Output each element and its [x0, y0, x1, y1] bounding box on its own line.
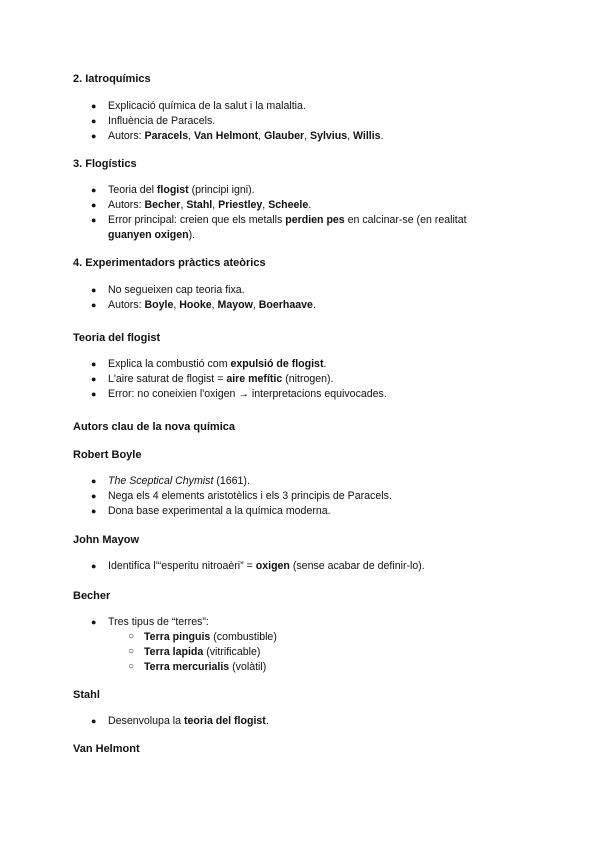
section-heading-teoria-flogist: Teoria del flogist — [73, 332, 161, 344]
author-name: Van Helmont — [194, 129, 259, 142]
author-name: Sylvius — [310, 129, 348, 142]
section-heading-boyle: Robert Boyle — [73, 449, 142, 461]
circle-bullet-icon: ○ — [128, 645, 135, 657]
bullet-icon: ● — [91, 617, 97, 627]
section-heading-autors-clau: Autors clau de la nova química — [73, 421, 235, 433]
document-page: 2. Iatroquímics ● Explicació química de la salut i la malaltia. ● Influència de Paracels. ● Autors: Paracels, Van Helmont, Glauber, Sylvius, Willis. 3. Flogístics ● Teoria del flogist (principi igni). ● Autors: Becher, Stahl, Priestley, Scheele. ● Error principal: creien que els metalls perdien pes en calcinar-se (en realitat guanyen oxigen). 4. Experimentadors pràctics ateòrics ● No segueixen cap teoria fixa. ● Autors: Boyle, Hooke, Mayow, Boerhaave. Teoria del flogist ● Explica la combustió com expulsió de flogist. ● L'aire saturat de flogist = aire mefític (nitrogen). ● Error: no coneixien l'oxigen → interpretacions equivocades. Autors clau de la nova química Robert Boyle ● The Sceptical Chymist (1661). ● Nega els 4 elements aristotèlics i els 3 principis de Paracels. ● Dona base experimental a la química moderna. John Mayow ● Identifica l'“esperitu nitroaèri” = oxigen (sense acabar de definir-lo). Becher ● Tres tipus de “terres”: ○ Terra pinguis (combustible) ○ Terra lapida (vitrificable) ○ Terra mercurialis (volàtil) Stahl ● Desenvolupa la teoria del flogist. Van Helmont — [73, 73, 467, 755]
bullet-icon: ● — [91, 388, 97, 399]
section-heading-flogistics: 3. Flogístics — [73, 158, 137, 170]
bullet-icon: ● — [91, 185, 97, 195]
bullet-icon: ● — [91, 214, 97, 225]
section-heading-stahl: Stahl — [73, 689, 100, 701]
author-name: Becher — [144, 198, 181, 211]
bullet-icon: ● — [91, 359, 97, 369]
bullet-icon: ● — [91, 299, 97, 310]
author-name: Mayow — [217, 298, 253, 311]
section-heading-van-helmont: Van Helmont — [73, 743, 140, 755]
author-name: Boyle — [144, 298, 174, 311]
bullet-icon: ● — [91, 373, 97, 384]
bullet-icon: ● — [91, 115, 97, 126]
bullet-icon: ● — [91, 199, 97, 210]
bullet-icon: ● — [91, 101, 97, 111]
bullet-icon: ● — [91, 490, 97, 501]
author-name: Stahl — [186, 198, 213, 211]
author-name: Scheele — [268, 198, 309, 211]
author-name: Priestley — [218, 198, 263, 211]
bullet-icon: ● — [91, 716, 97, 726]
author-name: Glauber — [264, 129, 305, 142]
section-heading-iatroquimics: 2. Iatroquímics — [73, 73, 151, 85]
author-name: Willis — [353, 129, 381, 142]
author-name: Hooke — [179, 298, 212, 311]
bullet-icon: ● — [91, 505, 97, 516]
bullet-icon: ● — [91, 561, 97, 571]
bullet-icon: ● — [91, 130, 97, 141]
author-name: Paracels — [144, 129, 189, 142]
bullet-icon: ● — [91, 476, 97, 486]
circle-bullet-icon: ○ — [128, 660, 135, 672]
bullet-icon: ● — [91, 285, 97, 295]
circle-bullet-icon: ○ — [128, 630, 135, 642]
author-name: Boerhaave — [258, 298, 313, 311]
section-heading-experimentadors: 4. Experimentadors pràctics ateòrics — [73, 257, 266, 269]
section-heading-mayow: John Mayow — [73, 534, 140, 546]
section-heading-becher: Becher — [73, 590, 111, 602]
